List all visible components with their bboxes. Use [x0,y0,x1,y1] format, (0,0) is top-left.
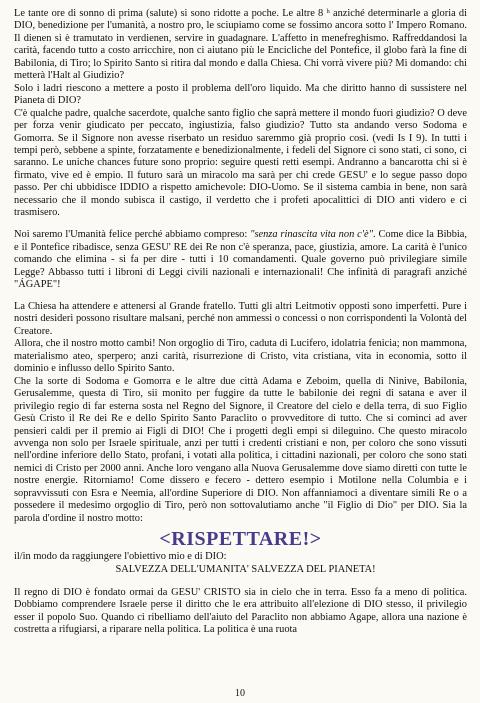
paragraph-7: Che la sorte di Sodoma e Gomorra e le altre due città Adama e Zeboim, quella di Ninive, Babilonia, Gerusalemme, questa di Tiro, sii monito per fuggire da tutte le babilonie dei regni di satana e aver il privilegio regio di far esterna sosta nel Regno del Signore, il Creatore del cielo e della terra, di suo Figlio Gesù Cristo il Re dei Re e dello Spirito Santo Paraclito o provveditore di tutto. Che si cominci ad aver pensieri caldi per il premio ai Figli di DIO! Che i progetti degli empi si dileguino. Che questo miracolo avvenga non solo per Israele spirituale, anzi per tutti i credenti cristiani e non, per coloro che sono vissuti nell'ordine inferiore dello Stato, profani, i votati alla politica, i cittadini nazionali, per coloro che sono stati nemici di Cristo per 2000 anni. Anche loro vengano alla Nuova Gerusalemme dove siamo diretti con tutte le nostre energie. Ritorniamo! Come dissero e fecero - dettero esempio i Motilone nella Columbia e i sopravvissuti con Esra e Neemia, all'ordine Superiore di DIO. Non affanniamoci a diventare simili Re o a possedere il medesimo orgoglio di Tiro, però non sottovalutiamo anche "il Figlio di Dio" per DIO. Sia la parola d'ordine il nostro motto: [14,375,467,524]
paragraph-4 [14,229,467,291]
paragraph-6: Allora, che il nostro motto cambi! Non orgoglio di Tiro, caduta di Lucifero, idolatria fenicia; non mammona, materialismo ateo, sperpero; anzi carità, risurrezione di Cristo, vita cristiana, vita in economia, sotto il dominio e influsso dello Spirito Santo. [14,338,467,375]
paragraph-3: C'è qualche padre, qualche sacerdote, qualche santo figlio che saprà mettere il mondo fuori giudizio? O deve per forza venir giudicato per peccato, ingiustizia, falso giudizio? Tutto sta andando verso Sodoma e Gomorra. Se il Signore non avesse riserbato un residuo saremmo già proprio così. (vedi Is I 9). In tutti i tempi però, sebbene a spinte, forzatamente e benedizionalmente, i fedeli del Signore ci sono stati, ci sono, ci saranno. Le uniche chances future sono proprio: seguire questi retti esempi. Andranno a bancarotta chi si è firmato, vive ed è empio. Il futuro sarà un miracolo ma sarà per chi crede GESU' e lo segue passo dopo passo. Per chi ubbidisce IDDIO a rispetto amichevole: DIO-Uomo. Se il sistema cambia in bene, non sarà necessario che il mondo subisca il castigo, il verdetto che i profeti apocalittici di DIO anti videro e ci trasmisero. [14,107,467,219]
spacer [14,220,467,230]
paragraph-5: La Chiesa ha attendere e attenersi al Grande fratello. Tutti gli altri Leitmotiv opposti sono imperfetti. Pure i nostri desideri possono risultare malsani, perché non ammessi o concessi o non corrispondenti la Volontà del Creatore. [14,300,467,337]
paragraph-8: Il regno di DIO è fondato ormai da GESU' CRISTO sia in cielo che in terra. Esso fa a meno di politica. Dobbiamo comprendere Israele perse il diritto che le era attribuito all'elezione di DIO stesso, il privilegio esser il popolo Suo. Quando ci ribelliamo dell'aiuto del Paraclito non abbiamo Agape, allora una nazione è costretta a rifugiarsi, a riparare nella politica. La politica è una ruota [14,587,467,636]
paragraph-2: Solo i ladri riescono a mettere a posto il problema dell'oro liquido. Ma che diritto hanno di sussistere nel Pianeta di DIO? [14,82,467,107]
paragraph-4-lead: Noi saremo l'Umanità felice perché abbiamo compreso: [14,229,251,241]
objective-line: il/in modo da raggiungere l'obiettivo mio e di DIO: [14,551,227,563]
page-number: 10 [235,688,245,699]
motto-line: SALVEZZA DELL'UMANITA' SALVEZZA DEL PIANETA! [115,563,376,575]
quote: "senza rinascita vita non c'è" [250,229,373,241]
section-heading: <RISPETTARE!> [159,528,322,551]
paragraph-4-rest: . Come dice la Bibbia, e il Pontefice ribadisce, senza GESU' RE dei Re non c'è speranza, pace, giustizia, amore. La carità è l'unico comando che elimina - si fa per dire - tutti i 10 comandamenti. Quale governo può privilegiare simile Legge? Abbasso tutti i libroni di Leggi civili nazionali e internazionali! Che infinità di paragrafi anziché "ÁGAPE"! [14,229,467,291]
spacer [14,291,467,301]
paragraph-1: Le tante ore di sonno di prima (salute) si sono ridotte a poche. Le altre 8 ʰ anziché determinarle a gloria di DIO, benedizione per l'umanità, a nostro pro, le sciupiamo come se fossimo ancora sotto l' Impero Romano. Il dienen si è tramutato in verdienen, servire in guadagnare. L'affetto in menefreghismo. Raffreddandosi la carità, facendo tutto a costo arricchire, non ci aiutano più le Encicliche del Pontefice, il globo farà la fine di Babilonia, di Tiro; lo Spirito Santo si ritira dal mondo e dalla Chiesa. Chi vorrà vivere più? Mi domando: chi metterà l'Halt al Giudizio? [14,8,467,82]
spacer [14,576,467,587]
